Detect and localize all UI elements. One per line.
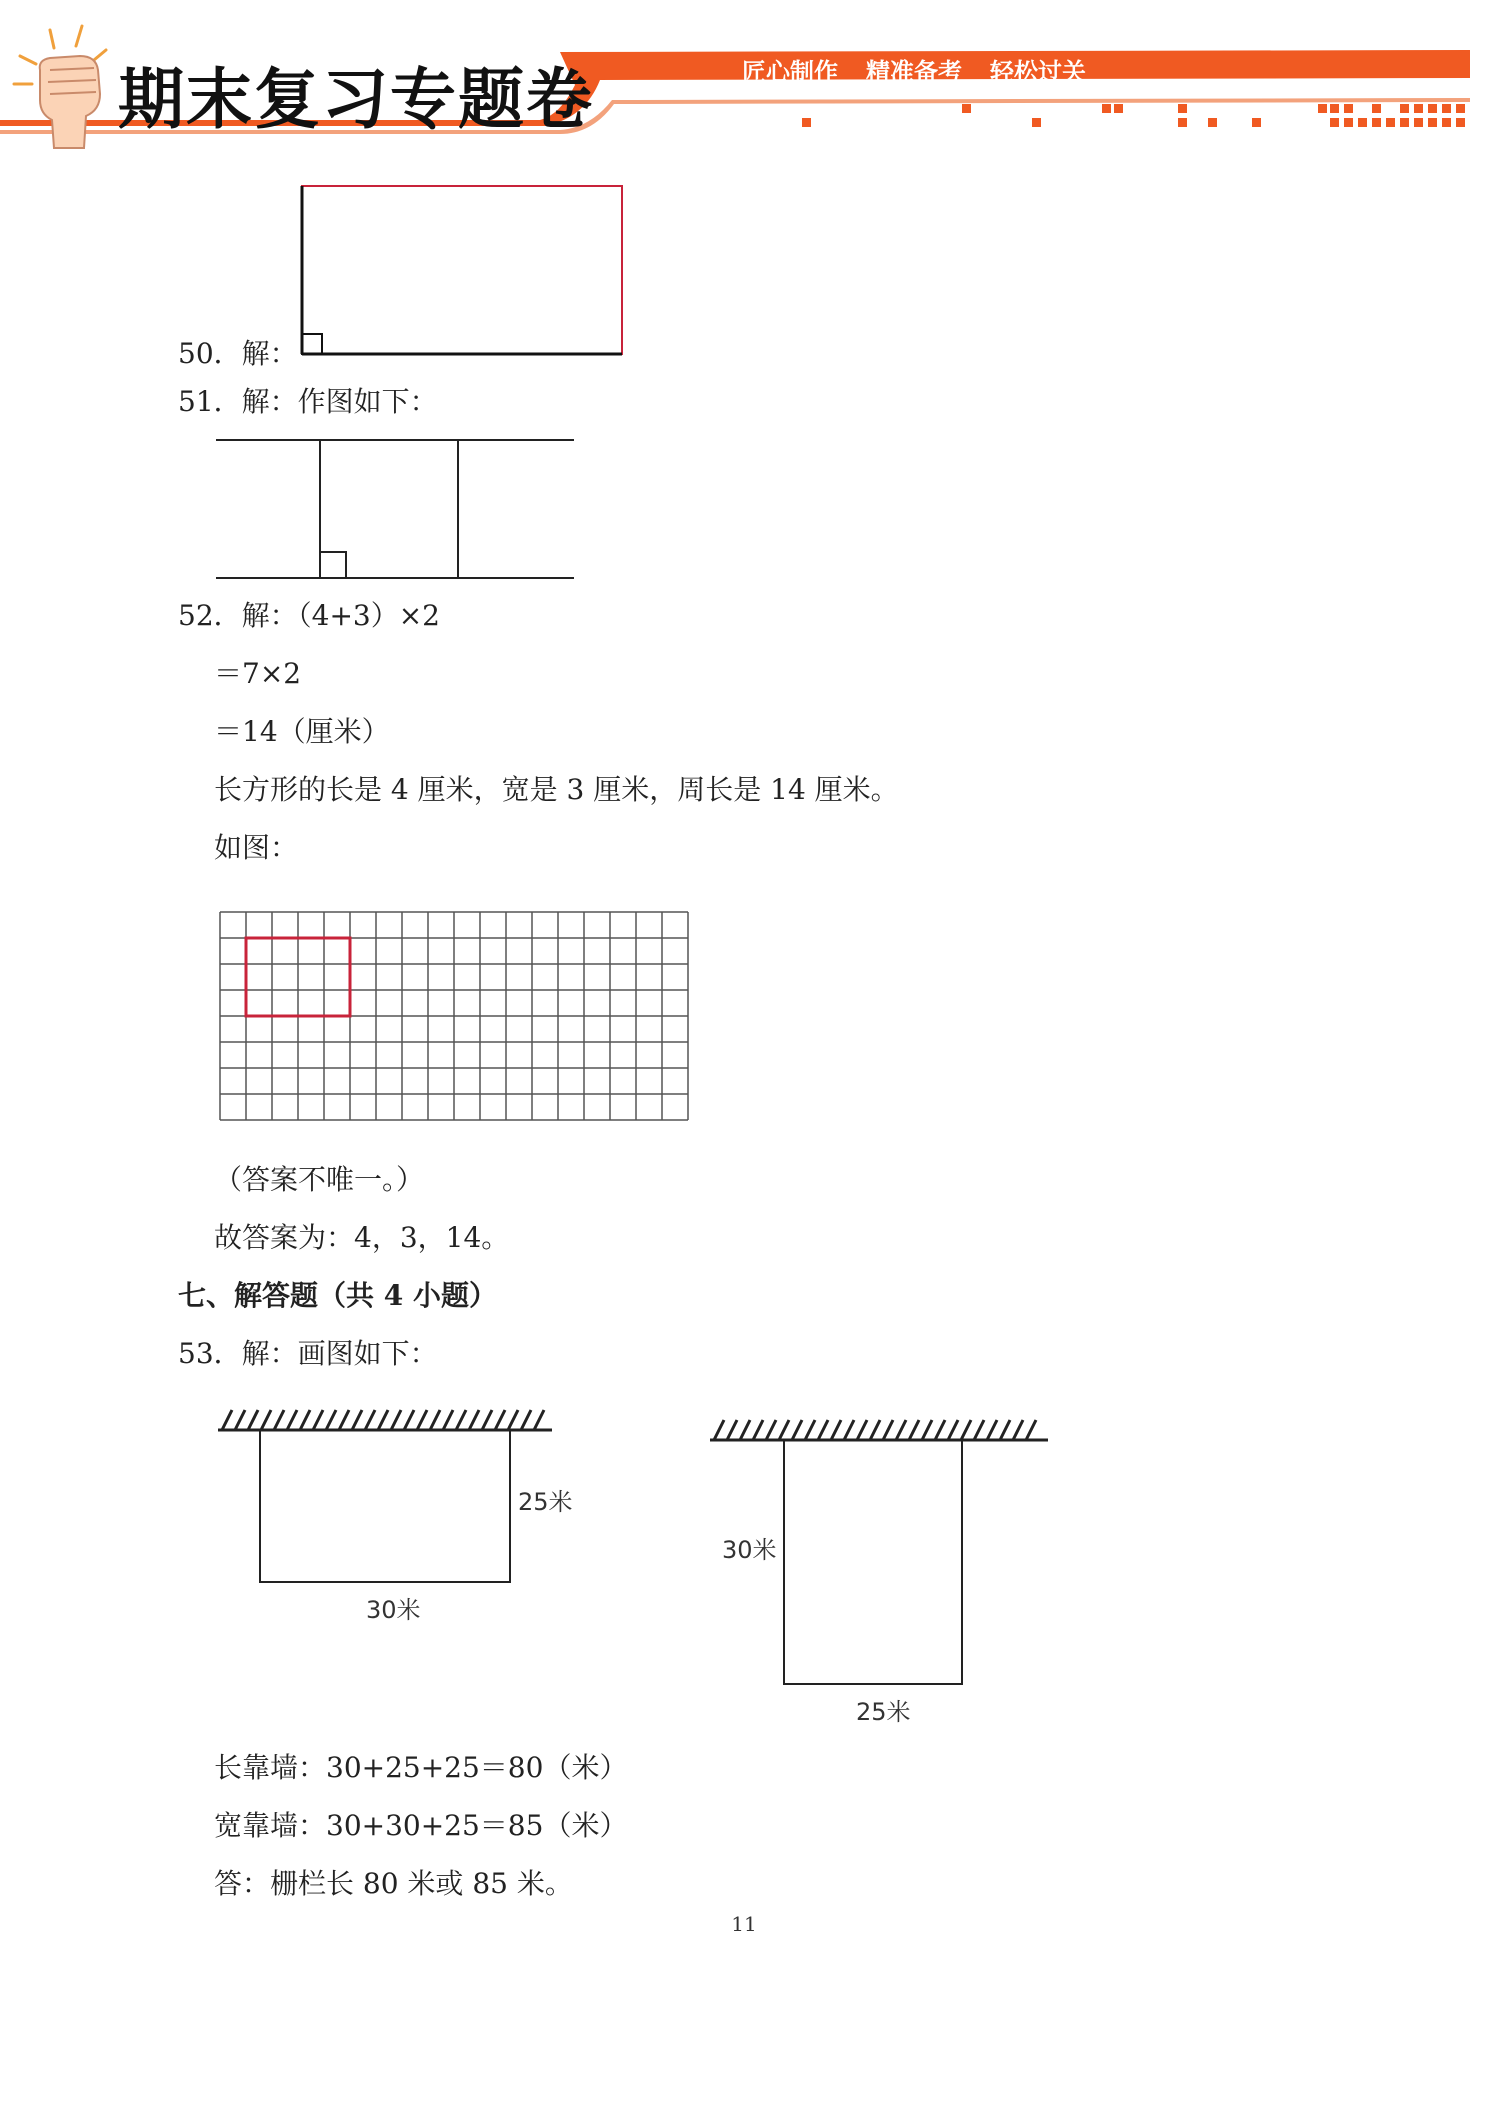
- wall-hatch: [274, 1410, 284, 1430]
- q53-answer: 答：栅栏长 80 米或 85 米。: [214, 1867, 573, 1900]
- q52-answer: 故答案为：4，3，14。: [214, 1221, 510, 1254]
- fig1-side-label: 25米: [518, 1488, 573, 1516]
- wall-hatch: [779, 1420, 789, 1440]
- wall-hatch: [391, 1410, 401, 1430]
- q52-grid-figure: [218, 910, 698, 1126]
- q50-rectangle-figure: [300, 184, 630, 364]
- q51-parallel-figure: [214, 434, 584, 584]
- wall-hatch: [727, 1420, 737, 1440]
- page-header: [0, 0, 1488, 150]
- slogan-2: 精准备考: [866, 58, 962, 86]
- wall-hatch: [961, 1420, 971, 1440]
- q50-label: 50．解：: [178, 337, 298, 370]
- wall-hatch: [987, 1420, 997, 1440]
- fist-hand-icon: [10, 20, 120, 150]
- wall-hatch: [235, 1410, 245, 1430]
- wall-hatch: [844, 1420, 854, 1440]
- wall-hatch: [521, 1410, 531, 1430]
- wall-hatch: [883, 1420, 893, 1440]
- q52-line2: ＝7×2: [214, 657, 302, 690]
- wall-hatch: [870, 1420, 880, 1440]
- wall-hatch: [313, 1410, 323, 1430]
- wall-hatch: [443, 1410, 453, 1430]
- wall-hatch: [352, 1410, 362, 1430]
- slogan-3: 轻松过关: [990, 58, 1086, 86]
- wall-hatch: [261, 1410, 271, 1430]
- q52-line5: 如图：: [214, 831, 299, 864]
- wall-hatch: [740, 1420, 750, 1440]
- slogan-1: 匠心制作: [742, 58, 838, 86]
- wall-hatch: [482, 1410, 492, 1430]
- wall-hatch: [430, 1410, 440, 1430]
- wall-hatch: [469, 1410, 479, 1430]
- fig1-bottom-label: 30米: [366, 1596, 421, 1624]
- wall-hatch: [287, 1410, 297, 1430]
- wall-hatch: [909, 1420, 919, 1440]
- wall-hatch: [792, 1420, 802, 1440]
- q53-figure-1: [214, 1396, 594, 1636]
- wall-hatch: [831, 1420, 841, 1440]
- q52-line4: 长方形的长是 4 厘米，宽是 3 厘米，周长是 14 厘米。: [214, 773, 899, 806]
- wall-hatch: [805, 1420, 815, 1440]
- wall-hatch: [404, 1410, 414, 1430]
- wall-hatch: [935, 1420, 945, 1440]
- wall-hatch: [896, 1420, 906, 1440]
- wall-hatch: [326, 1410, 336, 1430]
- wall-hatch: [948, 1420, 958, 1440]
- wall-hatch: [714, 1420, 724, 1440]
- wall-hatch: [818, 1420, 828, 1440]
- q51-label: 51．解：作图如下：: [178, 385, 438, 418]
- q53-label: 53．解：画图如下：: [178, 1337, 438, 1370]
- wall-hatch: [1026, 1420, 1036, 1440]
- wall-hatch: [1013, 1420, 1023, 1440]
- header-title: 期末复习专题卷: [118, 61, 594, 138]
- wall-hatch: [974, 1420, 984, 1440]
- wall-hatch: [378, 1410, 388, 1430]
- q52-line1: 52．解：（4+3）×2: [178, 599, 440, 632]
- wall-hatch: [753, 1420, 763, 1440]
- section-title: 七、解答题（共 4 小题）: [178, 1279, 497, 1312]
- q53-figure-2: [706, 1404, 1086, 1744]
- wall-hatch: [339, 1410, 349, 1430]
- q52-line3: ＝14（厘米）: [214, 715, 390, 748]
- wall-hatch: [248, 1410, 258, 1430]
- wall-hatch: [857, 1420, 867, 1440]
- q53-line2: 宽靠墙：30+30+25＝85（米）: [214, 1809, 628, 1842]
- wall-hatch: [300, 1410, 310, 1430]
- fig2-side-label: 30米: [722, 1536, 777, 1564]
- q53-line1: 长靠墙：30+25+25＝80（米）: [214, 1751, 628, 1784]
- fig2-bottom-label: 25米: [856, 1698, 911, 1726]
- wall-hatch: [1000, 1420, 1010, 1440]
- wall-hatch: [508, 1410, 518, 1430]
- wall-hatch: [222, 1410, 232, 1430]
- wall-hatch: [365, 1410, 375, 1430]
- wall-hatch: [495, 1410, 505, 1430]
- wall-hatch: [417, 1410, 427, 1430]
- page-number: 11: [731, 1912, 757, 1936]
- wall-hatch: [456, 1410, 466, 1430]
- wall-hatch: [766, 1420, 776, 1440]
- wall-hatch: [534, 1410, 544, 1430]
- wall-hatch: [922, 1420, 932, 1440]
- q52-note: （答案不唯一。）: [214, 1163, 425, 1196]
